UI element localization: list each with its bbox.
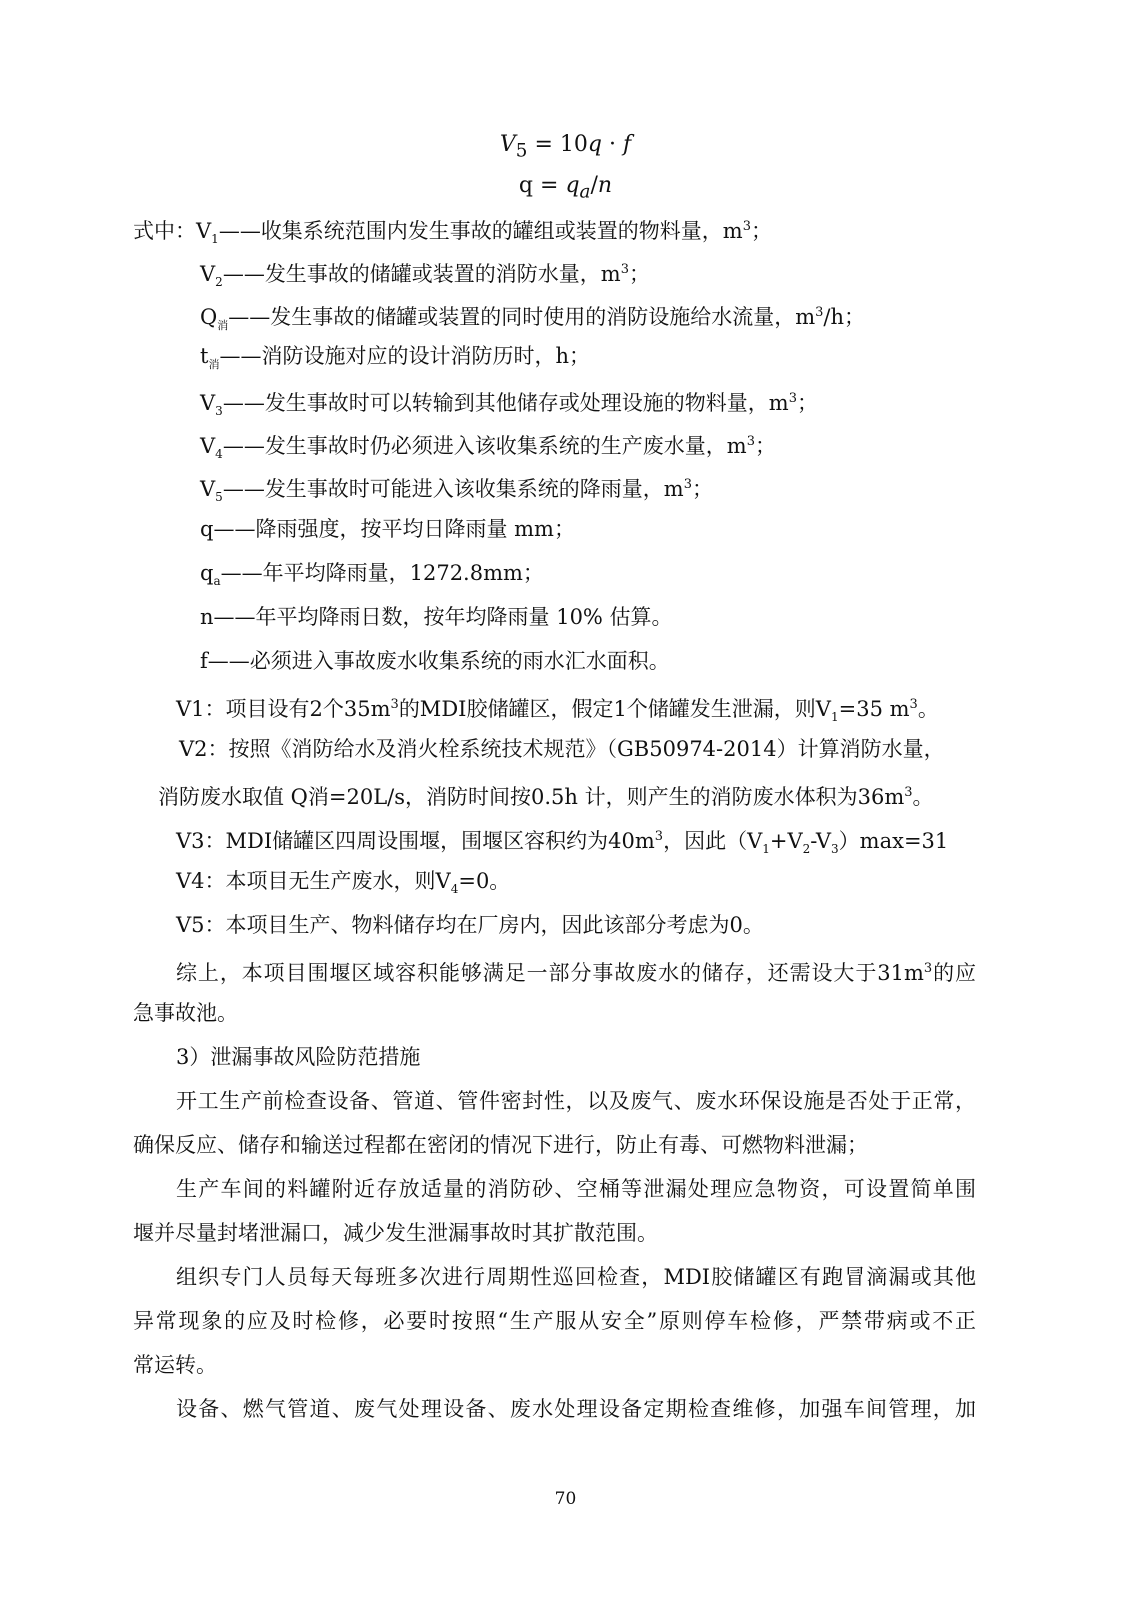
definition-symbol: Q: [200, 305, 218, 329]
definition-symbol: V: [200, 262, 216, 286]
definition-prefix: 式中：: [133, 219, 196, 243]
paragraph-1-line-2: [133, 1130, 868, 1160]
definition-superscript: 3: [815, 305, 824, 320]
calc-subscript: 1: [762, 842, 770, 857]
calc-text: ）max=31: [838, 829, 949, 853]
definition-text: ——发生事故的储罐或装置的同时使用的消防设施给水流量，m: [228, 305, 816, 329]
formula-var-q: q: [587, 132, 602, 157]
definition-symbol: V: [200, 434, 216, 458]
definition-subscript: 2: [215, 275, 223, 290]
summary-text: 急事故池。: [133, 1001, 238, 1025]
section-heading-text: 3）泄漏事故风险防范措施: [176, 1045, 421, 1069]
calc-text: =35 m: [838, 697, 910, 721]
calc-subscript: 2: [802, 842, 811, 857]
summary-text: 综上，本项目围堰区域容积能够满足一部分事故废水的储存，还需设大于31m: [176, 961, 924, 985]
definition-symbol: n: [200, 605, 214, 629]
formula2-slash: /: [590, 173, 598, 198]
definition-text: ——消防设施对应的设计消防历时，h；: [219, 344, 590, 368]
definition-symbol: q: [200, 517, 214, 541]
paragraph-text: 组织专门人员每天每班多次进行周期性巡回检查，MDI胶储罐区有跑冒滴漏或其他: [176, 1265, 976, 1289]
definition-subscript: 消: [208, 358, 220, 372]
calc-text: 。: [912, 785, 934, 809]
definition-tail: ；: [692, 477, 714, 501]
definition-v2: [200, 255, 650, 297]
definition-text: ——必须进入事故废水收集系统的雨水汇水面积。: [207, 649, 670, 673]
summary-line2: [133, 998, 238, 1028]
paragraph-2-line-1: [176, 1174, 976, 1204]
definition-v5: [200, 470, 713, 512]
calc-text: 的MDI胶储罐区，假定1个储罐发生泄漏，则V: [398, 697, 831, 721]
definition-text: ——年平均降雨日数，按年均降雨量 10% 估算。: [213, 605, 673, 629]
calc-superscript: 3: [654, 829, 664, 844]
summary-text: 的应: [932, 961, 976, 985]
formula-lhs-sub: 5: [515, 140, 528, 162]
formula-var-f: f: [622, 132, 632, 157]
formula-coef: = 10: [534, 132, 588, 157]
calc-text: ，因此（V: [663, 829, 763, 853]
definition-subscript: 3: [215, 404, 223, 419]
calc-subscript: 1: [830, 710, 839, 725]
calc-superscript: 3: [909, 697, 918, 712]
summary-line1: [176, 954, 976, 988]
paragraph-text: 设备、燃气管道、废气处理设备、废水处理设备定期检查维修，加强车间管理，加: [176, 1397, 976, 1421]
paragraph-text: 常运转。: [133, 1353, 217, 1377]
paragraph-3-line-1: [176, 1262, 976, 1292]
calc-v3: [176, 822, 948, 864]
calc-text: -V: [810, 829, 832, 853]
calc-subscript: 3: [831, 842, 839, 857]
calc-v4: [176, 866, 510, 904]
calc-v1: [176, 690, 939, 732]
definition-v1: [133, 212, 772, 254]
paragraph-3-line-2: [133, 1306, 976, 1336]
page-number: 70: [554, 1489, 577, 1509]
definition-text: ——发生事故时可以转输到其他储存或处理设施的物料量，m: [222, 391, 789, 415]
definition-v3: [200, 384, 818, 426]
formula2-var-sub: a: [579, 181, 591, 203]
definition-subscript: 4: [215, 447, 223, 462]
calc-v5: [176, 910, 764, 940]
definition-qa: [200, 558, 544, 596]
formula-q: [0, 171, 1131, 207]
definition-tail: ；: [797, 391, 819, 415]
summary-superscript: 3: [923, 961, 933, 976]
definition-tail: /h；: [823, 305, 866, 329]
definition-text: ——发生事故时仍必须进入该收集系统的生产废水量，m: [222, 434, 747, 458]
definition-tail: ；: [629, 262, 651, 286]
formula2-var-n: n: [597, 173, 613, 198]
paragraph-text: 确保反应、储存和输送过程都在密闭的情况下进行，防止有毒、可燃物料泄漏；: [133, 1133, 868, 1157]
definition-symbol: V: [196, 219, 212, 243]
calc-v2-line2: [158, 778, 934, 812]
paragraph-2-line-2: [133, 1218, 658, 1248]
paragraph-4-line-1: [176, 1394, 976, 1424]
definition-tail: ；: [751, 219, 773, 243]
definition-v4: [200, 427, 776, 469]
definition-symbol: f: [200, 649, 208, 673]
calc-text: 消防废水取值 Q消=20L/s，消防时间按0.5h 计，则产生的消防废水体积为36m: [158, 785, 905, 809]
formula2-lhs: q: [518, 173, 534, 198]
formula-lhs-base: V: [499, 132, 516, 157]
definition-subscript: 5: [215, 490, 223, 505]
definition-superscript: 3: [746, 434, 756, 449]
calc-superscript: 3: [390, 697, 399, 712]
definition-text: ——年平均降雨量，1272.8mm；: [220, 561, 544, 585]
definition-f: [200, 646, 670, 676]
definition-n: [200, 602, 673, 632]
definition-q-xiao: [200, 298, 865, 341]
calc-text: V4：本项目无生产废水，则V: [176, 869, 451, 893]
formula-v5: [0, 130, 1131, 166]
calc-v2-line1: [179, 734, 945, 764]
formula2-var-q: q: [565, 173, 580, 198]
calc-subscript: 4: [450, 882, 459, 897]
calc-text: =0。: [458, 869, 511, 893]
calc-text: V2：按照《消防给水及消火栓系统技术规范》（GB50974-2014）计算消防水量，: [179, 737, 945, 761]
definition-symbol: V: [200, 477, 216, 501]
definition-text: ——发生事故时可能进入该收集系统的降雨量，m: [222, 477, 684, 501]
paragraph-text: 堰并尽量封堵泄漏口，减少发生泄漏事故时其扩散范围。: [133, 1221, 658, 1245]
definition-subscript: 消: [217, 319, 229, 333]
section-heading: [176, 1042, 420, 1072]
definition-superscript: 3: [742, 219, 752, 234]
definition-symbol: t: [200, 344, 209, 368]
definition-superscript: 3: [620, 262, 630, 277]
paragraph-3-line-3: [133, 1350, 217, 1380]
calc-text: V3：MDI储罐区四周设围堰，围堰区容积约为40m: [176, 829, 655, 853]
paragraph-1-line-1: [176, 1086, 976, 1116]
calc-superscript: 3: [904, 785, 913, 800]
calc-text: 。: [917, 697, 939, 721]
paragraph-text: 异常现象的应及时检修，必要时按照“生产服从安全”原则停车检修，严禁带病或不正: [133, 1309, 976, 1333]
paragraph-text: 生产车间的料罐附近存放适量的消防砂、空桶等泄漏处理应急物资，可设置简单围: [176, 1177, 976, 1201]
definition-subscript: a: [213, 574, 221, 589]
definition-superscript: 3: [788, 391, 798, 406]
definition-text: ——发生事故的储罐或装置的消防水量，m: [222, 262, 621, 286]
definition-superscript: 3: [683, 477, 693, 492]
definition-tail: ；: [755, 434, 777, 458]
formula2-eq: =: [533, 173, 566, 198]
definition-q: [200, 514, 575, 544]
definition-text: ——收集系统范围内发生事故的罐组或装置的物料量，m: [218, 219, 743, 243]
definition-t-xiao: [200, 341, 590, 380]
formula-dot: ·: [601, 132, 623, 157]
paragraph-text: 开工生产前检查设备、管道、管件密封性，以及废气、废水环保设施是否处于正常，: [176, 1089, 976, 1113]
definition-text: ——降雨强度，按平均日降雨量 mm；: [213, 517, 575, 541]
definition-symbol: q: [200, 561, 214, 585]
definition-subscript: 1: [211, 232, 219, 247]
calc-text: +V: [769, 829, 803, 853]
definition-symbol: V: [200, 391, 216, 415]
calc-text: V5：本项目生产、物料储存均在厂房内，因此该部分考虑为0。: [176, 913, 764, 937]
calc-text: V1：项目设有2个35m: [176, 697, 391, 721]
